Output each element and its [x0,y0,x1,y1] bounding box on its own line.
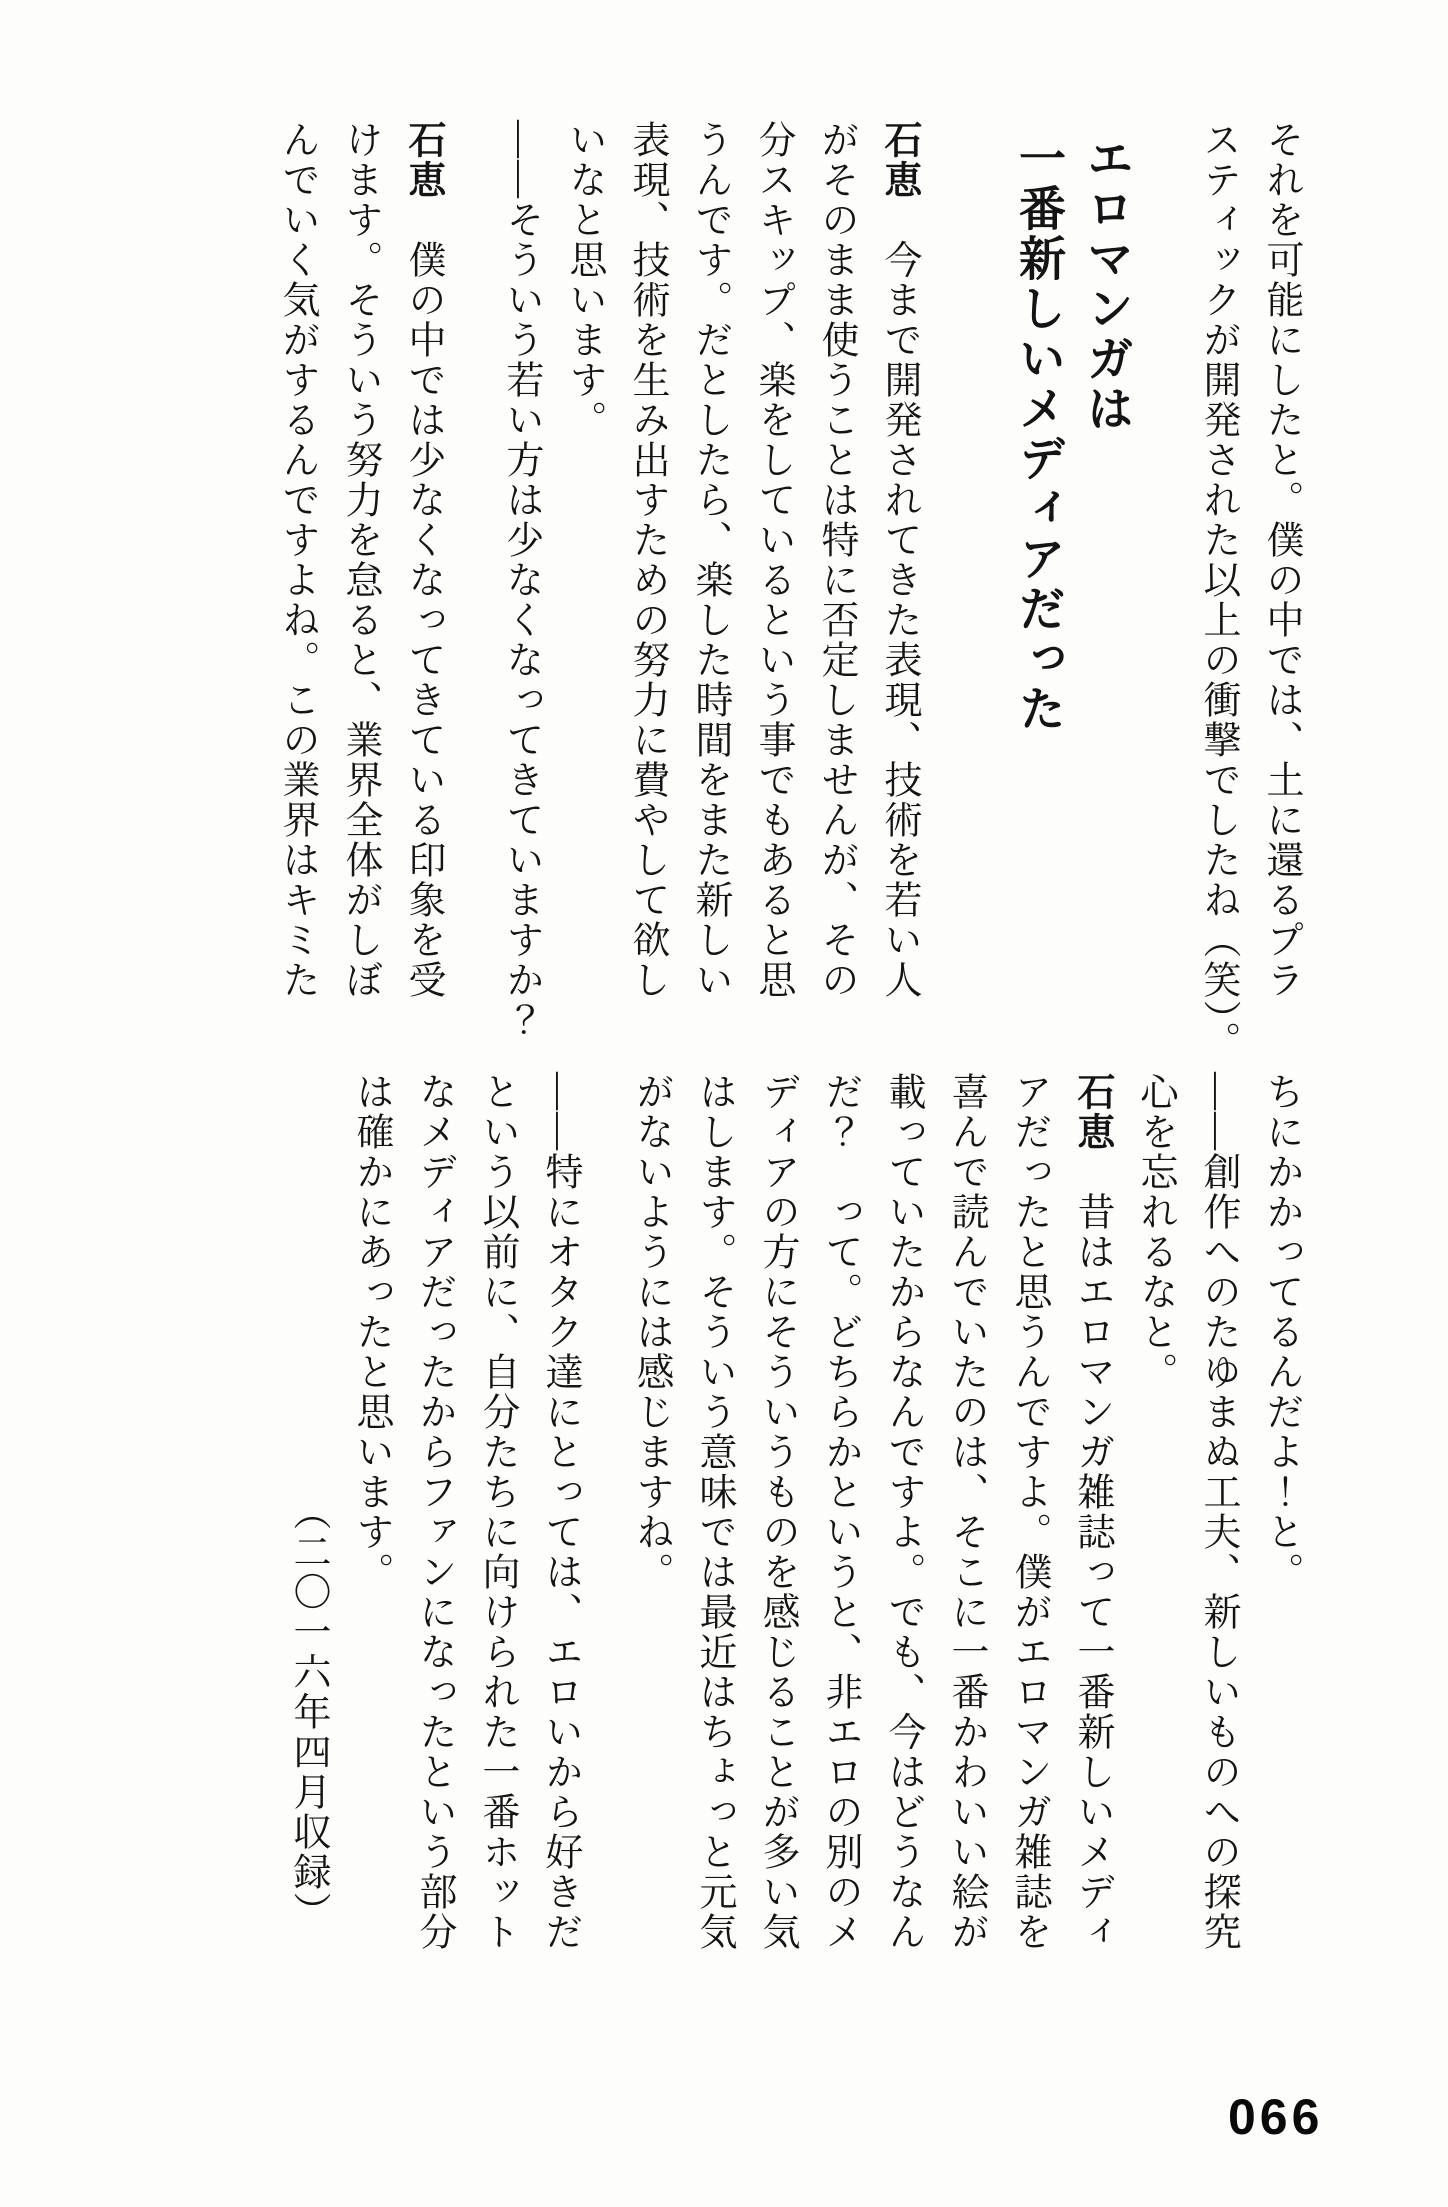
text-column [339,1072,402,1932]
interviewer-question-column [489,120,552,1040]
text-column [871,1072,934,1952]
column-text: けます。そういう努力を怠ると、業界全体がしぼ [339,120,381,1000]
column-text: ちにかかってるんだよ！と。 [1260,1072,1302,1592]
bottom-text-block [276,1072,1312,1952]
column-text: いなと思います。 [563,120,605,440]
column-text: うんです。だとしたら、楽した時間をまた新しい [689,120,731,1000]
interviewer-question-column [1186,1072,1249,1952]
text-column [552,120,615,1012]
column-text: 昔はエロマンガ雑誌って一番新しいメディ [1071,1152,1113,1952]
column-text: は確かにあったと思います。 [350,1072,392,1592]
column-text: がないようには感じますね。 [630,1072,672,1592]
text-column [804,120,867,1012]
column-text: なメディアだったからファンになったという部分 [413,1072,455,1952]
text-column [867,120,930,1012]
text-column [934,1072,997,1952]
text-column [391,120,454,1012]
heading-text: 一番新しいメディアだった [1013,134,1066,734]
section-heading-line [1005,134,1073,1012]
column-text: 載っていたからなんですよ。でも、今はどうなん [882,1072,924,1952]
text-column [678,120,741,1012]
column-text: 分スキップ、楽をしているという事でもあると思 [752,120,794,1000]
column-text: 喜んで読んでいたのは、そこに一番かわいい絵が [945,1072,987,1952]
column-text: がそのまま使うことは特に否定しませんが、その [815,120,857,1000]
text-column [1249,1072,1312,1932]
column-text: 僕の中では少なくなってきている印象を受 [402,200,444,1000]
text-column [1123,1072,1186,1932]
interviewer-question-column [528,1072,591,1952]
text-column [808,1072,871,1952]
text-column [465,1072,528,1952]
section-heading-line [1073,134,1141,1012]
column-text: スティックが開発された以上の衝撃でしたね（笑）。 [1197,120,1239,1061]
column-text: 表現、技術を生み出すための努力に費やして欲し [626,120,668,1000]
speaker-name: 石恵 [402,120,444,200]
column-text: という以前に、自分たちに向けられた一番ホット [476,1072,518,1952]
text-column [619,1072,682,1932]
recording-note-text: （二〇一六年四月収録） [287,1492,329,1932]
text-column [615,120,678,1012]
recording-note-column [276,1492,339,1932]
column-text: んでいく気がするんですよね。この業界はキミた [276,120,318,1000]
top-text-block [265,120,1312,1061]
column-text: だ？ って。どちらかというと、非エロの別のメ [819,1072,861,1952]
column-text: ディアの方にそういうものを感じることが多い気 [756,1072,798,1952]
text-column [1249,120,1312,1012]
text-column [328,120,391,1012]
column-text: それを可能にしたと。僕の中では、土に還るプラ [1260,120,1302,1000]
text-column [745,1072,808,1952]
speaker-name: 石恵 [878,120,920,200]
text-column [682,1072,745,1952]
speaker-name: 石恵 [1071,1072,1113,1152]
text-column [265,120,328,1012]
text-column [997,1072,1060,1952]
page-number: 066 [1228,2089,1324,2145]
heading-text: エロマンガは [1081,134,1134,434]
column-text: 心を忘れるなと。 [1134,1072,1176,1392]
text-column [1060,1072,1123,1952]
section-heading [1005,120,1141,1012]
text-column [402,1072,465,1952]
column-text: はします。そういう意味では最近はちょっと元気 [693,1072,735,1952]
text-column [1186,120,1249,1061]
column-text: ――そういう若い方は少なくなってきていますか？ [500,120,542,1040]
column-text: 今まで開発されてきた表現、技術を若い人 [878,200,920,1000]
column-text: アだったと思うんですよ。僕がエロマンガ雑誌を [1008,1072,1050,1952]
column-text: ――特にオタク達にとっては、エロいから好きだ [539,1072,581,1952]
column-text: ――創作へのたゆまぬ工夫、新しいものへの探究 [1197,1072,1239,1952]
text-column [741,120,804,1012]
